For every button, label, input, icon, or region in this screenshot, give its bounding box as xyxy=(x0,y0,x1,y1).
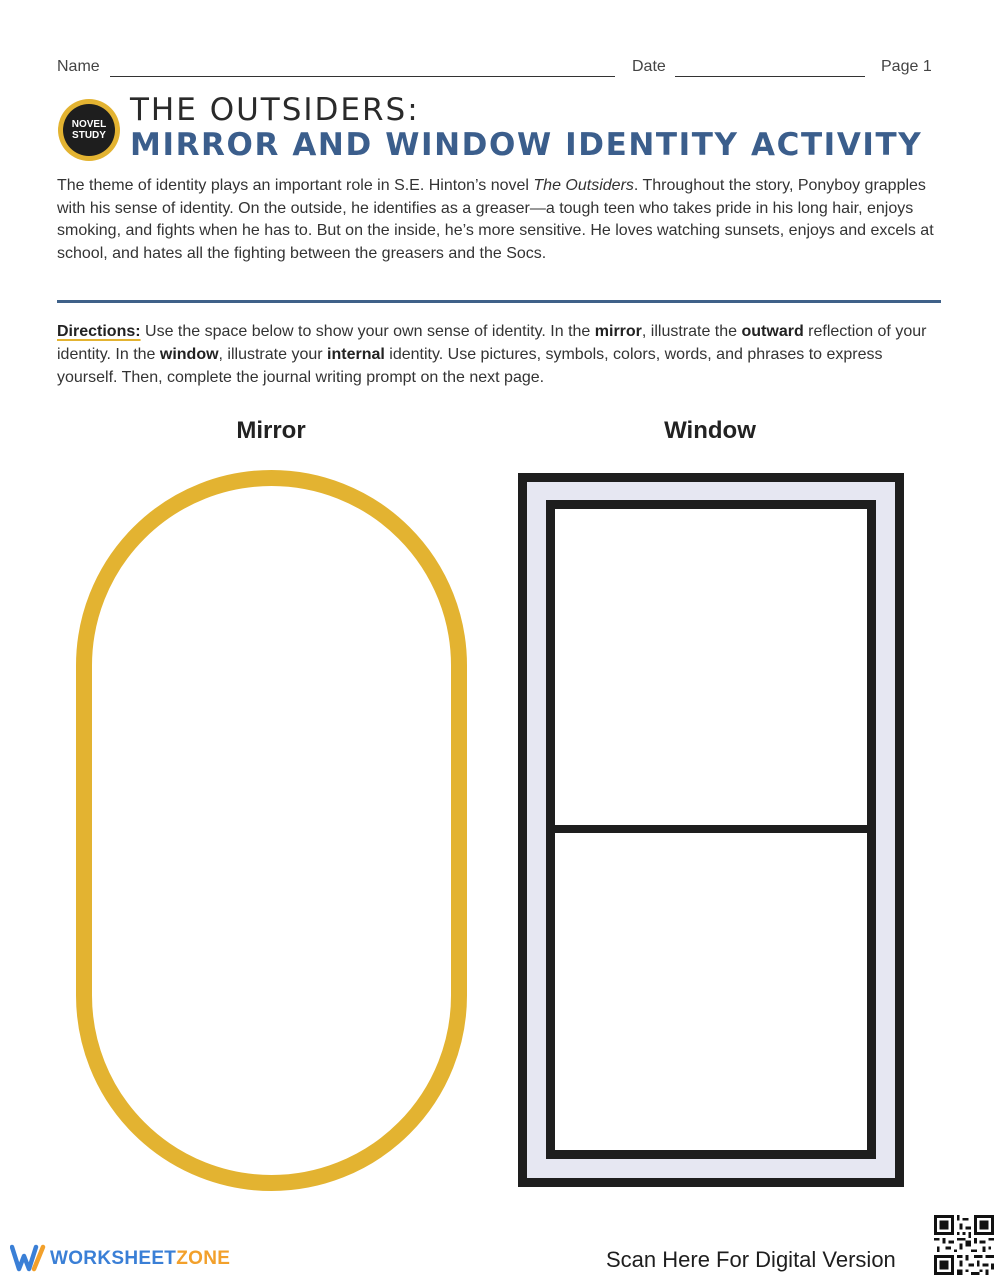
date-label: Date xyxy=(632,58,666,75)
scan-caption: Scan Here For Digital Version xyxy=(606,1247,896,1272)
intro-book-title: The Outsiders xyxy=(533,177,634,194)
directions-text: , illustrate your xyxy=(218,346,328,363)
date-field[interactable] xyxy=(675,76,865,77)
qr-code-icon[interactable] xyxy=(934,1215,994,1275)
header-row xyxy=(57,58,937,82)
window-divider-bar xyxy=(546,825,876,833)
directions-text: reflection of your identity. In the xyxy=(57,323,927,363)
directions-paragraph xyxy=(57,320,947,389)
name-field[interactable] xyxy=(110,76,615,77)
mirror-title: Mirror xyxy=(236,417,306,444)
intro-text-1: The theme of identity plays an important role in S.E. Hinton’s novel xyxy=(57,177,534,194)
intro-text-2: . Throughout the story, Ponyboy grapples with his sense of identity. On the outside, he identifies as a greaser—a tough teen who takes pride in his long hair, enjoys smoking, and fights when he has to. But on the inside, he’s more sensitive. He loves watching sunsets, enjoys and excels at school, and hates all the fighting between the greasers and the Socs. xyxy=(57,177,934,262)
page-number: Page 1 xyxy=(881,58,932,75)
intro-paragraph xyxy=(57,175,947,265)
logo-w-icon xyxy=(10,1244,46,1272)
section-divider xyxy=(57,300,941,303)
directions-bold: internal xyxy=(327,346,385,363)
novel-study-badge xyxy=(58,99,120,161)
mirror-drawing-area[interactable] xyxy=(76,470,467,1191)
directions-text: , illustrate the xyxy=(641,323,742,340)
directions-bold: mirror xyxy=(594,323,642,340)
directions-bold: window xyxy=(159,346,219,363)
directions-text: identity. Use pictures, symbols, colors, words, and phrases to express yourself. Then, complete the journal writing prompt on the next page. xyxy=(57,346,883,386)
page-subtitle: MIRROR AND WINDOW IDENTITY ACTIVITY xyxy=(130,127,923,163)
badge-line2: STUDY xyxy=(72,130,106,141)
directions-bold: outward xyxy=(741,323,804,340)
page-title: THE OUTSIDERS: xyxy=(130,92,420,128)
name-label: Name xyxy=(57,58,100,75)
badge-line1: NOVEL xyxy=(71,119,107,130)
directions-text: Use the space below to show your own sense of identity. In the xyxy=(140,323,595,340)
logo-word-1: WORKSHEET xyxy=(50,1248,177,1269)
logo-word-2: ZONE xyxy=(176,1248,231,1269)
directions-label: Directions: xyxy=(57,323,141,340)
window-title: Window xyxy=(664,417,756,444)
